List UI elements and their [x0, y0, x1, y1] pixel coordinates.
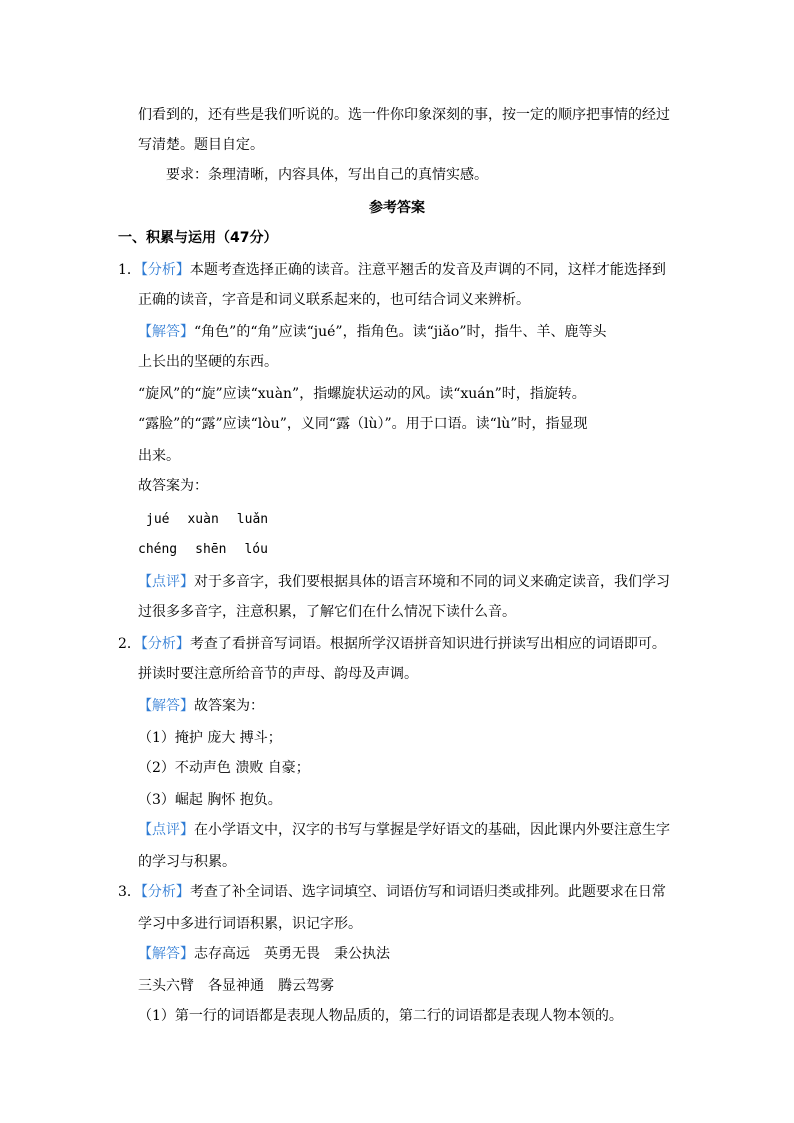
q1-number: 1． [118, 262, 141, 278]
q1-answer-text-1: “角色”的“角”应读“jué”，指角色。读“jiǎo”时，指牛、羊、鹿等头 [194, 324, 607, 340]
q2-comment-line-2: 的学习与积累。 [138, 854, 236, 870]
q2-comment-text-1: 在小学语文中，汉字的书写与掌握是学好语文的基础，因此课内外要注意生字 [194, 822, 670, 838]
q1-answer-line-5: 出来。 [138, 448, 180, 464]
q1-comment-line-2: 过很多多音字，注意积累，了解它们在什么情况下读什么音。 [138, 604, 516, 620]
q1-pinyin-2: xuàn [187, 512, 219, 527]
intro-line-1: 们看到的，还有些是我们听说的。选一件你印象深刻的事，按一定的顺序把事情的经过 [138, 107, 670, 123]
q3-word-2: 英勇无畏 [264, 946, 320, 962]
q3-word-4: 三头六臂 [138, 978, 194, 994]
q1-pinyin-6: lóu [244, 542, 268, 557]
q3-analysis-line-2: 学习中多进行词语积累，识记字形。 [138, 916, 362, 932]
q1-answer-line-2: 上长出的坚硬的东西。 [138, 354, 278, 370]
q3-answer-line-2 [138, 976, 334, 996]
q3-analysis-line-1 [118, 882, 666, 902]
q3-word-6: 腾云驾雾 [278, 978, 334, 994]
q3-answer-line-1 [138, 944, 390, 964]
q2-analysis-line-2: 拼读时要注意所给音节的声母、韵母及声调。 [138, 666, 418, 682]
q1-comment-tag: 【点评】 [138, 574, 194, 590]
q1-pinyin-5: shēn [195, 542, 227, 557]
q3-word-3: 秉公执法 [334, 946, 390, 962]
q1-analysis-tag: 【分析】 [140, 262, 190, 278]
q3-answer-tag: 【解答】 [138, 946, 194, 962]
q1-answer-line-1 [138, 322, 607, 342]
q1-pinyin-3: luǎn [236, 512, 269, 527]
q1-answer-line-4: “露脸”的“露”应读“lòu”，义同“露（lù）”。用于口语。读“lù”时，指显现 [138, 416, 588, 432]
q1-analysis-text-1: 本题考查选择正确的读音。注意平翘舌的发音及声调的不同，这样才能选择到 [189, 262, 666, 278]
q1-pinyin-row-1 [146, 510, 268, 530]
q1-comment-text-1: 对于多音字，我们要根据具体的语言环境和不同的词义来确定读音，我们学习 [194, 574, 670, 590]
answers-title: 参考答案 [369, 200, 425, 216]
q2-answer-item-3: （3）崛起 胸怀 抱负。 [138, 792, 282, 808]
q2-comment-tag: 【点评】 [138, 822, 194, 838]
q2-answer-item-2: （2）不动声色 溃败 自豪； [138, 760, 310, 776]
q3-analysis-text-1: 考查了补全词语、选字词填空、词语仿写和词语归类或排列。此题要求在日常 [189, 884, 666, 900]
q2-analysis-text-1: 考查了看拼音写词语。根据所学汉语拼音知识进行拼读写出相应的词语即可。 [189, 636, 666, 652]
q1-comment-line-1 [138, 572, 670, 592]
q1-answer-line-6: 故答案为： [138, 478, 208, 494]
intro-requirement: 要求：条理清晰，内容具体，写出自己的真情实感。 [166, 167, 488, 183]
q1-pinyin-1: jué [146, 512, 170, 527]
q2-number: 2． [118, 636, 141, 652]
q1-pinyin-4: chéng [138, 542, 178, 557]
q3-analysis-tag: 【分析】 [140, 884, 190, 900]
q2-analysis-line-1 [118, 634, 666, 654]
q1-analysis-line-1 [118, 260, 666, 280]
q1-answer-line-3: “旋风”的“旋”应读“xuàn”，指螺旋状运动的风。读“xuán”时，指旋转。 [138, 386, 586, 402]
q2-answer-item-1: （1）掩护 庞大 搏斗； [138, 730, 282, 746]
q3-word-1: 志存高远 [194, 946, 250, 962]
q2-answer-text-1: 故答案为： [194, 698, 264, 714]
q2-answer-tag: 【解答】 [138, 698, 194, 714]
q3-number: 3． [118, 884, 141, 900]
q1-analysis-line-2: 正确的读音，字音是和词义联系起来的，也可结合词义来辨析。 [138, 292, 530, 308]
q2-comment-line-1 [138, 820, 670, 840]
intro-line-2: 写清楚。题目自定。 [138, 137, 264, 153]
q3-note-line-1: （1）第一行的词语都是表现人物品质的，第二行的词语都是表现人物本领的。 [138, 1008, 623, 1024]
section-1-title: 一、积累与运用（47分） [118, 230, 278, 246]
q1-pinyin-row-2 [138, 540, 268, 560]
q3-word-5: 各显神通 [208, 978, 264, 994]
q2-analysis-tag: 【分析】 [140, 636, 190, 652]
q1-answer-tag: 【解答】 [138, 324, 194, 340]
q2-answer-line-1 [138, 696, 264, 716]
